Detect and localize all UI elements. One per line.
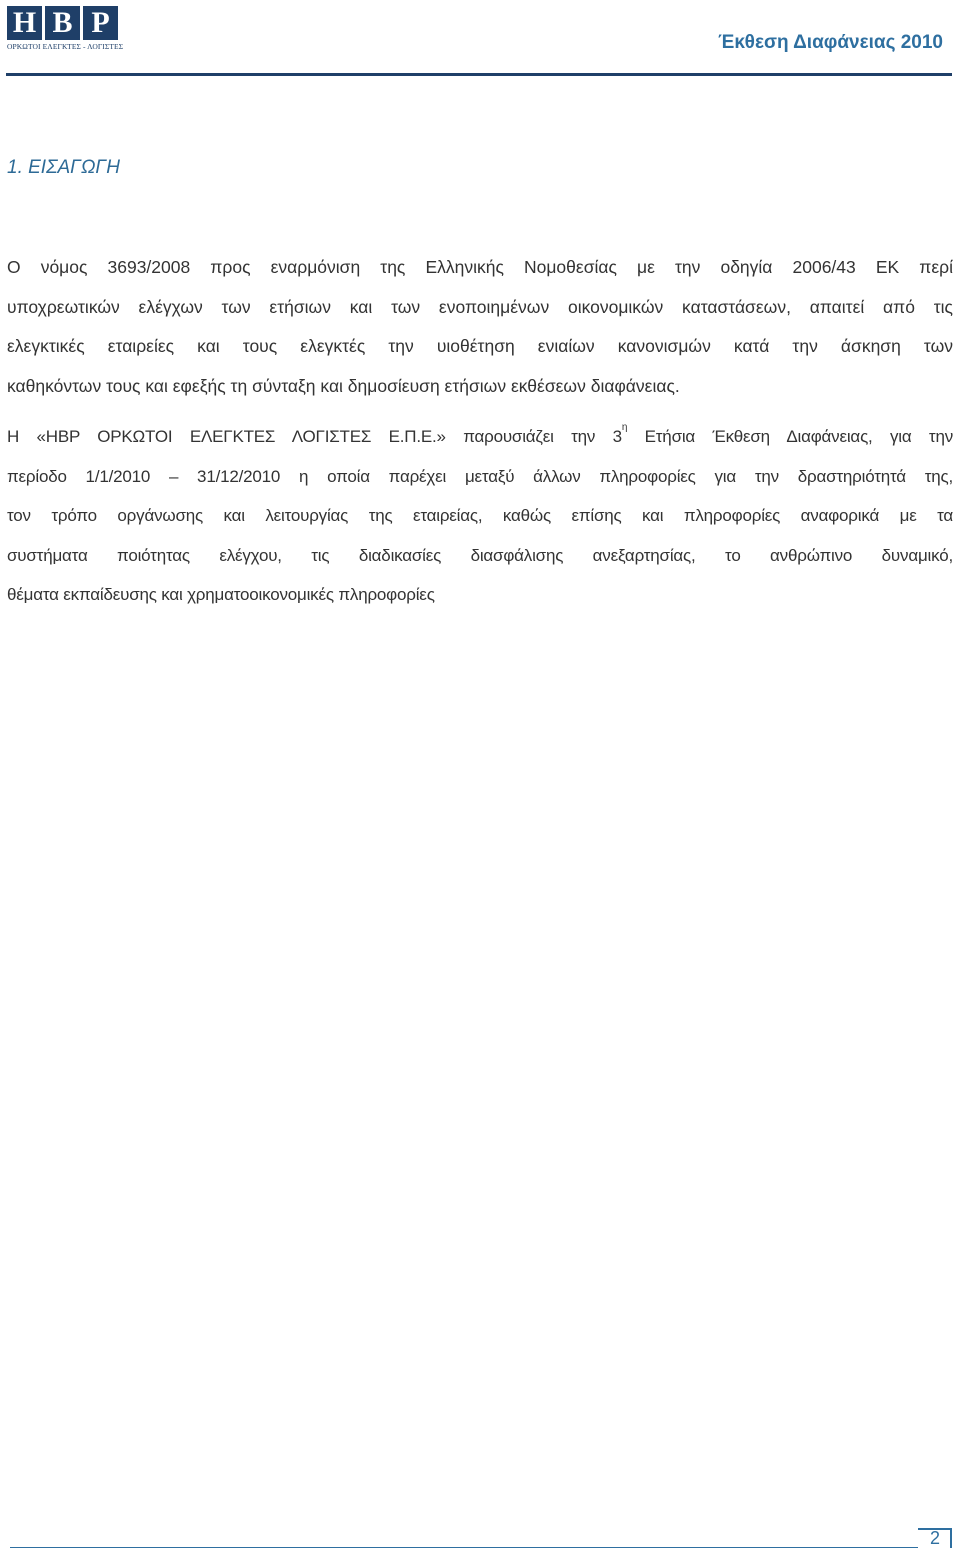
paragraph-line: συστήματα ποιότητας ελέγχου, τις διαδικασίες διασφάλισης ανεξαρτησίας, το ανθρώπινο δυναμικό, — [7, 546, 953, 565]
paragraph-line: Ο νόμος 3693/2008 προς εναρμόνιση της Ελληνικής Νομοθεσίας με την οδηγία 2006/43 ΕΚ περί — [7, 257, 953, 277]
footer-divider — [10, 1547, 918, 1548]
paragraph-line: τον τρόπο οργάνωσης και λειτουργίας της εταιρείας, καθώς επίσης και πληροφορίες αναφορικά με τα — [7, 506, 953, 525]
line-text: Ετήσια Έκθεση Διαφάνειας, για την — [627, 427, 953, 446]
paragraph-line: καθηκόντων τους και εφεξής τη σύνταξη και δημοσίευση ετήσιων εκθέσεων διαφάνειας. — [7, 376, 680, 396]
hbp-logo — [7, 6, 124, 52]
page-number: 2 — [930, 1528, 941, 1548]
line-text: Η «HBP ΟΡΚΩΤΟΙ ΕΛΕΓΚΤΕΣ ΛΟΓΙΣΤΕΣ Ε.Π.Ε.» παρουσιάζει την 3 — [7, 427, 622, 446]
section-heading: 1. ΕΙΣΑΓΩΓΗ — [7, 157, 120, 178]
logo-letter-p: P — [83, 6, 118, 40]
logo-tagline: ΟΡΚΩΤΟΙ ΕΛΕΓΚΤΕΣ - ΛΟΓΙΣΤΕΣ — [7, 42, 124, 51]
ordinal-superscript: η — [621, 422, 628, 433]
document-title: Έκθεση Διαφάνειας 2010 — [718, 32, 943, 53]
logo-letter-b: B — [45, 6, 80, 40]
paragraph-line: θέματα εκπαίδευσης και χρηματοοικονομικές πληροφορίες — [7, 585, 435, 604]
paragraph-line: περίοδο 1/1/2010 – 31/12/2010 η οποία παρέχει μεταξύ άλλων πληροφορίες για την δραστηριότητά της, — [7, 467, 953, 486]
paragraph-line — [7, 422, 953, 449]
logo-letter-h: H — [7, 6, 42, 40]
paragraph-line: ελεγκτικές εταιρείες και τους ελεγκτές την υιοθέτηση ενιαίων κανονισμών κατά την άσκηση των — [7, 336, 953, 356]
page-header — [0, 0, 960, 80]
header-divider — [6, 73, 952, 76]
paragraph-line: υποχρεωτικών ελέγχων των ετήσιων και των ενοποιημένων οικονομικών καταστάσεων, απαιτεί από τις — [7, 297, 953, 317]
